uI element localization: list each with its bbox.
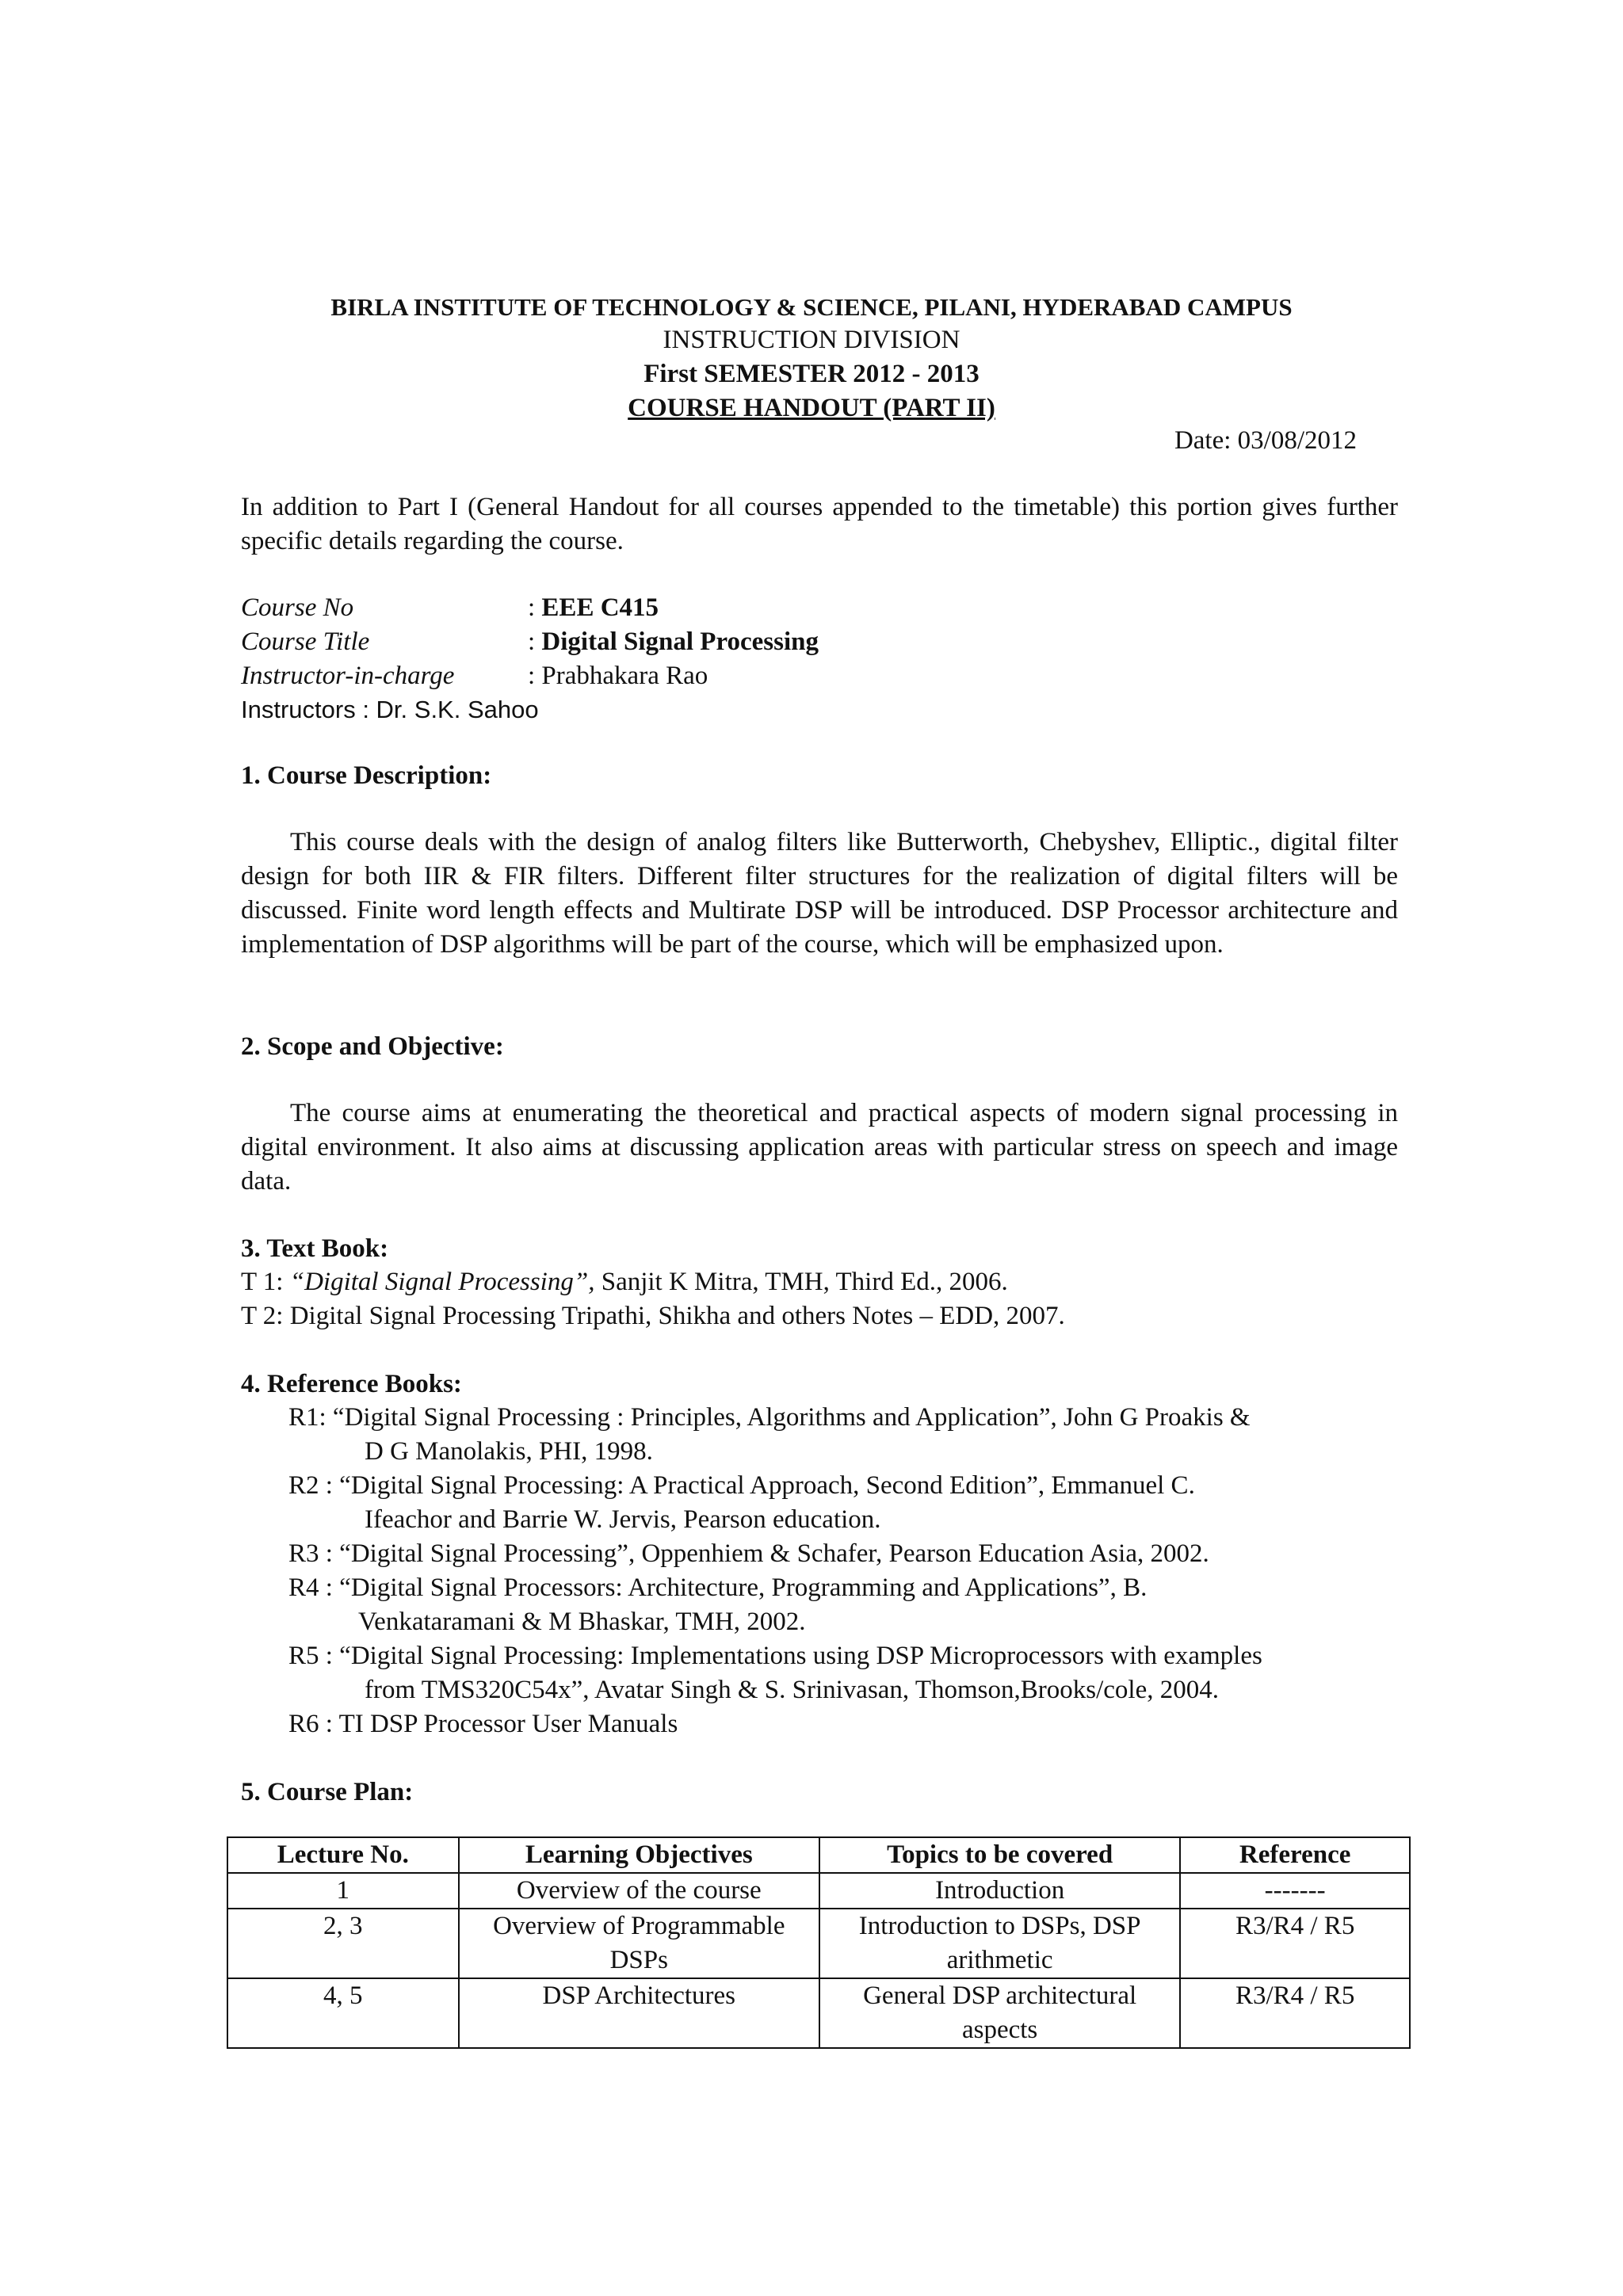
cell-learning-objective: Overview of Programmable DSPs <box>459 1909 819 1978</box>
cell-learning-objective: DSP Architectures <box>459 1978 819 2048</box>
reference-continuation: Venkataramani & M Bhaskar, TMH, 2002. <box>358 1608 806 1636</box>
reference-line: R5 : “Digital Signal Processing: Implementations using DSP Microprocessors with examples <box>288 1642 1262 1670</box>
cell-learning-objective: Overview of the course <box>459 1873 819 1909</box>
handout-title <box>0 391 1623 425</box>
course-title-row: : Digital Signal Processing <box>528 627 819 656</box>
scope-heading: 2. Scope and Objective: <box>241 1032 504 1061</box>
course-no-row: : EEE C415 <box>528 593 659 622</box>
header-learning-objectives: Learning Objectives <box>459 1837 819 1873</box>
reference-r3 <box>288 1537 1414 1571</box>
course-title-label: Course Title <box>241 627 370 656</box>
textbook-heading: 3. Text Book: <box>241 1234 389 1263</box>
table-header-row <box>227 1837 1410 1873</box>
cell-reference: R3/R4 / R5 <box>1180 1978 1410 2048</box>
instructor-label: Instructor-in-charge <box>241 662 455 690</box>
division-name: INSTRUCTION DIVISION <box>663 326 960 354</box>
reference-continuation: D G Manolakis, PHI, 1998. <box>365 1437 653 1466</box>
cell-lecture-no: 2, 3 <box>227 1909 459 1978</box>
t1-prefix: T 1: <box>241 1268 290 1296</box>
cell-topic: Introduction to DSPs, DSP arithmetic <box>819 1909 1180 1978</box>
intro-paragraph: In addition to Part I (General Handout for all courses appended to the timetable) this portion gives further specific details regarding the course. <box>241 493 1398 555</box>
cell-reference: ------- <box>1180 1873 1410 1909</box>
reference-line: R2 : “Digital Signal Processing: A Practical Approach, Second Edition”, Emmanuel C. <box>288 1471 1195 1500</box>
semester-line: First SEMESTER 2012 - 2013 <box>643 360 980 388</box>
header-topics: Topics to be covered <box>819 1837 1180 1873</box>
scope-paragraph: The course aims at enumerating the theoretical and practical aspects of modern signal processing in digital environment. It also aims at discussing application areas with particular stress on speech and image data. <box>241 1099 1398 1196</box>
institute-name: BIRLA INSTITUTE OF TECHNOLOGY & SCIENCE, PILANI, HYDERABAD CAMPUS <box>330 293 1293 321</box>
plan-heading: 5. Course Plan: <box>241 1778 414 1806</box>
course-plan-table <box>227 1836 1411 2049</box>
reference-line: R1: “Digital Signal Processing : Principles, Algorithms and Application”, John G Proakis & <box>288 1403 1251 1432</box>
instructor-value: : Prabhakara Rao <box>528 662 708 690</box>
reference-continuation: Ifeachor and Barrie W. Jervis, Pearson education. <box>365 1505 881 1534</box>
reference-r2 <box>288 1469 1414 1537</box>
cell-topic: Introduction <box>819 1873 1180 1909</box>
reference-continuation: from TMS320C54x”, Avatar Singh & S. Srinivasan, Thomson,Brooks/cole, 2004. <box>365 1676 1219 1704</box>
cell-topic: General DSP architectural aspects <box>819 1978 1180 2048</box>
table-row <box>227 1909 1410 1978</box>
textbook-t2: T 2: Digital Signal Processing Tripathi, Shikha and others Notes – EDD, 2007. <box>241 1302 1065 1330</box>
date-line: Date: 03/08/2012 <box>1174 426 1357 455</box>
table-row <box>227 1873 1410 1909</box>
header-reference: Reference <box>1180 1837 1410 1873</box>
reference-r1 <box>288 1401 1414 1469</box>
reference-line: R3 : “Digital Signal Processing”, Oppenhiem & Schafer, Pearson Education Asia, 2002. <box>288 1539 1209 1568</box>
course-title-value: Digital Signal Processing <box>541 627 819 656</box>
reference-line: R6 : TI DSP Processor User Manuals <box>288 1710 678 1738</box>
reference-line: R4 : “Digital Signal Processors: Architecture, Programming and Applications”, B. <box>288 1573 1148 1602</box>
description-paragraph: This course deals with the design of analog filters like Butterworth, Chebyshev, Elliptic., digital filter design for both IIR & FIR filters. Different filter structures for the realization of digital filters will be discussed. Finite word length effects and Multirate DSP will be introduced. DSP Processor architecture and implementation of DSP algorithms will be part of the course, which will be emphasized upon. <box>241 828 1398 959</box>
reference-r4 <box>288 1571 1414 1639</box>
textbook-t1 <box>241 1265 1008 1299</box>
course-no-label: Course No <box>241 593 354 622</box>
cell-reference: R3/R4 / R5 <box>1180 1909 1410 1978</box>
t1-title: “Digital Signal Processing”, <box>289 1268 595 1296</box>
reference-r5 <box>288 1639 1414 1707</box>
course-no-value: EEE C415 <box>541 593 659 622</box>
instructors-line: Instructors : Dr. S.K. Sahoo <box>241 696 539 723</box>
header-lecture-no: Lecture No. <box>227 1837 459 1873</box>
table-row <box>227 1978 1410 2048</box>
t1-rest: Sanjit K Mitra, TMH, Third Ed., 2006. <box>594 1268 1008 1296</box>
reference-heading: 4. Reference Books: <box>241 1370 462 1398</box>
cell-lecture-no: 4, 5 <box>227 1978 459 2048</box>
description-heading: 1. Course Description: <box>241 761 492 790</box>
cell-lecture-no: 1 <box>227 1873 459 1909</box>
reference-r6 <box>288 1707 1414 1741</box>
handout-title-text: COURSE HANDOUT (PART II) <box>628 394 995 422</box>
